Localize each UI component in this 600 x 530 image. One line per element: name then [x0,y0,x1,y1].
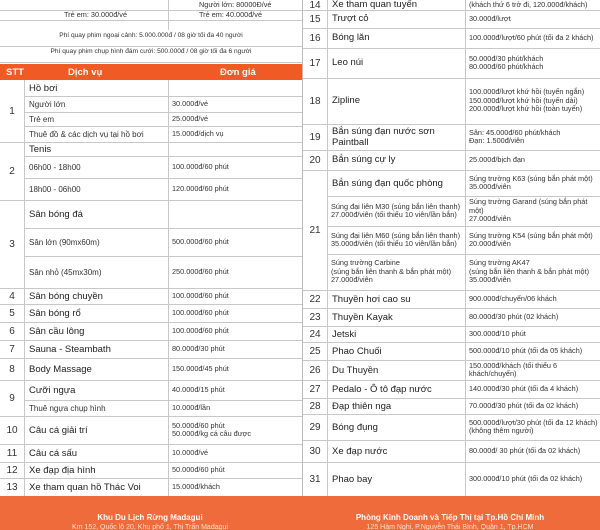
service-price: 25.000đ/bịch đạn [469,154,525,164]
row-number: 17 [309,57,321,69]
row-number: 7 [9,343,15,355]
service-price: Súng trường K63 (súng bắn phát một) 35.000đ/viên [469,173,593,191]
row-number: 19 [309,131,321,143]
service-price: 100.000đ/60 phút [172,307,229,317]
row-number: 26 [309,364,321,376]
footer-right [300,496,600,530]
service-name: Pedalo - Ô tô đạp nước [332,383,432,395]
service-price: 100.000đ/60 phút [172,290,229,300]
left-price-table [0,0,303,496]
footer-banner [0,496,600,530]
service-name: Câu cá sấu [29,447,78,459]
footer-right-address: 125 Hàm Nghi, P.Nguyễn Thái Bình, Quận 1, Tp.HCM [366,524,534,530]
gun-option: Súng trường Garand (súng bắn phát một) 27.000đ/viên [469,197,588,224]
footer-left [0,496,300,530]
service-name: Thuyền Kayak [332,311,393,323]
service-name: Thuê đồ & các dịch vụ tại hồ bơi [29,129,144,139]
service-price: 80.000đ/30 phút [172,343,225,353]
service-name: Jetski [332,328,357,340]
service-name: Trượt cỏ [332,13,369,25]
row-number: 4 [9,290,15,302]
row-number: 30 [309,445,321,457]
row-number: 16 [309,32,321,44]
service-price [168,200,302,228]
row-number: 27 [309,383,321,395]
service-price: 500.000đ/lượt/30 phút (tối đa 12 khách) (không thêm người) [469,417,598,435]
row-number: 23 [309,311,321,323]
service-price: 500.000đ/60 phút [172,236,229,246]
service-price: 100.000đ/60 phút [172,161,229,171]
service-name: 18h00 - 06h00 [29,184,81,194]
service-name: Bắn súng cự ly [332,154,396,166]
gun-option: Súng trường K54 (súng bắn phát một) 20.000đ/viên [469,230,593,248]
row-number: 28 [309,400,321,412]
gun-option: Súng trường AK47 (súng bắn liên thanh & bắn phát một) 35.000đ/viên [469,258,590,285]
service-price: 25.000đ/vé [172,113,209,123]
service-price: 10.000đ/lần [172,402,211,412]
service-name: Cưỡi ngựa [29,384,76,396]
service-name: Câu cá giải trí [29,424,88,436]
gun-option: Súng đại liên M30 (súng bắn liên thanh) 27.000đ/viên (tối thiểu 10 viên/lần bắn) [331,201,460,219]
service-name: Bóng lăn [332,32,370,44]
row-number: 1 [9,105,15,117]
column-divider [327,0,328,496]
row-number: 3 [9,238,15,250]
row-number: 10 [6,424,18,436]
service-price: 300.000đ/10 phút [469,328,526,338]
service-price: 100.000đ/lượt/60 phút (tối đa 2 khách) [469,32,594,42]
service-name: Bắn súng đạn quốc phòng [332,177,443,189]
top-row-left-cell: Trẻ em: 30.000đ/vé [64,10,128,19]
service-price: 50.000đ/60 phút 50.000đ/kg cá câu được [172,420,252,438]
service-price [168,142,302,156]
row-number: 31 [309,473,321,485]
row-divider [0,62,302,63]
service-price: 900.000đ/chuyến/06 khách [469,293,557,303]
service-price: 50.000đ/30 phút/khách 80.000đ/60 phút/khách [469,53,544,71]
service-name: Tenis [29,143,52,155]
row-number: 20 [309,154,321,166]
service-price: 40.000đ/15 phút [172,384,225,394]
footer-left-address: Km 152, Quốc lộ 20, Khu phố 1, Thị Trấn Madagui [72,524,228,530]
column-divider [24,80,25,496]
service-name: Zipline [332,95,360,107]
header-service: Dịch vụ [68,67,103,78]
row-number: 25 [309,345,321,357]
service-price: 15.000đ/khách [172,481,220,491]
service-name: Sân bóng đá [29,208,83,220]
service-price: 100.000đ/60 phút [172,325,229,335]
service-name: Thuyền hơi cao su [332,293,411,305]
service-price: 80.000đ/ 30 phút (tối đa 02 khách) [469,445,581,455]
service-price: 140.000đ/30 phút (tối đa 4 khách) [469,383,579,393]
service-name: Sân bóng rổ [29,307,81,319]
service-price: 30.000đ/vé [172,98,209,108]
row-divider [0,46,302,47]
row-number: 13 [6,481,18,493]
row-number: 18 [309,95,321,107]
footer-right-title: Phòng Kinh Doanh và Tiếp Thị tại Tp.Hồ Chí Minh [355,513,545,522]
service-price: 120.000đ/60 phút [172,183,229,193]
gun-option: Súng đại liên M60 (súng bắn liên thanh) 35.000đ/viên (tối thiểu 10 viên/lần bắn) [331,230,460,248]
service-name: 06h00 - 18h00 [29,162,81,172]
row-number: 15 [309,13,321,25]
column-divider [465,0,466,496]
table-header [0,64,302,80]
service-price: 10.000đ/vé [172,447,209,457]
service-price: 50.000đ/60 phút [172,464,225,474]
service-price: 150.000đ/45 phút [172,363,229,373]
right-price-table [303,0,600,496]
service-name: Sân cầu lông [29,325,85,337]
service-price: 500.000đ/10 phút (tối đa 05 khách) [469,345,583,355]
row-number: 2 [9,165,15,177]
service-name: Xe đạp địa hình [29,464,96,476]
service-name: Bóng đụng [332,421,378,433]
filming-fee-note: Phí quay phim chụp hình đám cưới: 500.000đ / 08 giờ tối đa 6 người [50,48,252,55]
service-name: Phao Chuối [332,345,382,357]
row-number: 8 [9,363,15,375]
row-number: 22 [309,293,321,305]
column-divider [168,0,169,30]
header-price: Đơn giá [220,67,256,78]
service-name: Xe đạp nước [332,445,388,457]
service-price: 30.000đ/lượt [469,13,511,23]
service-name: Sân nhỏ (45mx30m) [29,267,102,277]
service-price: Sân: 45.000đ/60 phút/khách Đạn: 1.500đ/viên [469,127,561,145]
service-price: 100.000đ/lượt khứ hồi (tuyến ngắn) 150.000đ/lượt khứ hồi (tuyến dài) 200.000đ/lượt khứ hồi (toàn tuyến) [469,87,585,114]
service-name: Sân lớn (90mx60m) [29,237,100,247]
gun-option: Súng trường Carbine (súng bắn liên thanh & bắn phát một) 27.000đ/viên [331,258,452,285]
service-price [168,80,302,96]
service-name: Xe tham quan hồ Thác Voi [29,481,141,493]
service-price: 300.000đ/10 phút (tối đa 02 khách) [469,473,583,483]
service-name: Hồ bơi [29,82,58,94]
row-number: 24 [309,328,321,340]
service-name: Thuê ngựa chụp hình [29,403,106,413]
service-name: Sauna - Steambath [29,343,111,355]
service-name: Trẻ em [29,114,55,124]
service-price: (khách thứ 6 trở đi, 120.000đ/khách) [469,0,588,9]
top-row-right-cell: Người lớn: 80000Đ/vé [199,0,272,9]
row-number: 29 [309,421,321,433]
service-name: Bắn súng đạn nước sơn Paintball [332,125,435,148]
service-price: 80.000đ/30 phút (02 khách) [469,311,559,321]
row-divider [0,20,302,21]
service-price: 250.000đ/60 phút [172,266,229,276]
row-number: 14 [309,0,321,10]
row-number: 9 [9,392,15,404]
service-name: Leo núi [332,57,364,69]
service-name: Du Thuyền [332,364,379,376]
row-number: 21 [309,224,321,236]
service-name: Body Massage [29,363,92,375]
service-name: Phao bay [332,473,373,485]
row-number: 5 [9,307,15,319]
top-row-left-cell [60,0,170,10]
footer-left-title: Khu Du Lịch Rừng Madagui [97,513,203,522]
top-row-right-cell: Trẻ em: 40.000đ/vé [199,10,263,19]
service-name: Sân bóng chuyền [29,290,103,302]
service-name: Người lớn [29,99,66,109]
row-number: 11 [6,447,18,459]
row-number: 12 [6,464,18,476]
row-number: 6 [9,325,15,337]
service-name: Xe tham quan tuyến [332,0,418,10]
filming-fee-note: Phí quay phim ngoại cảnh: 5.000.000đ / 08 giờ tối đa 40 người [59,32,243,39]
service-price: 15.000đ/dịch vụ [172,128,224,138]
service-name: Đạp thiên nga [332,400,392,412]
column-divider [168,80,169,496]
service-price: 70.000đ/30 phút (tối đa 02 khách) [469,400,579,410]
header-stt: STT [6,67,24,78]
service-price: 150.000đ/khách (tối thiểu 6 khách/chuyến) [469,360,558,378]
